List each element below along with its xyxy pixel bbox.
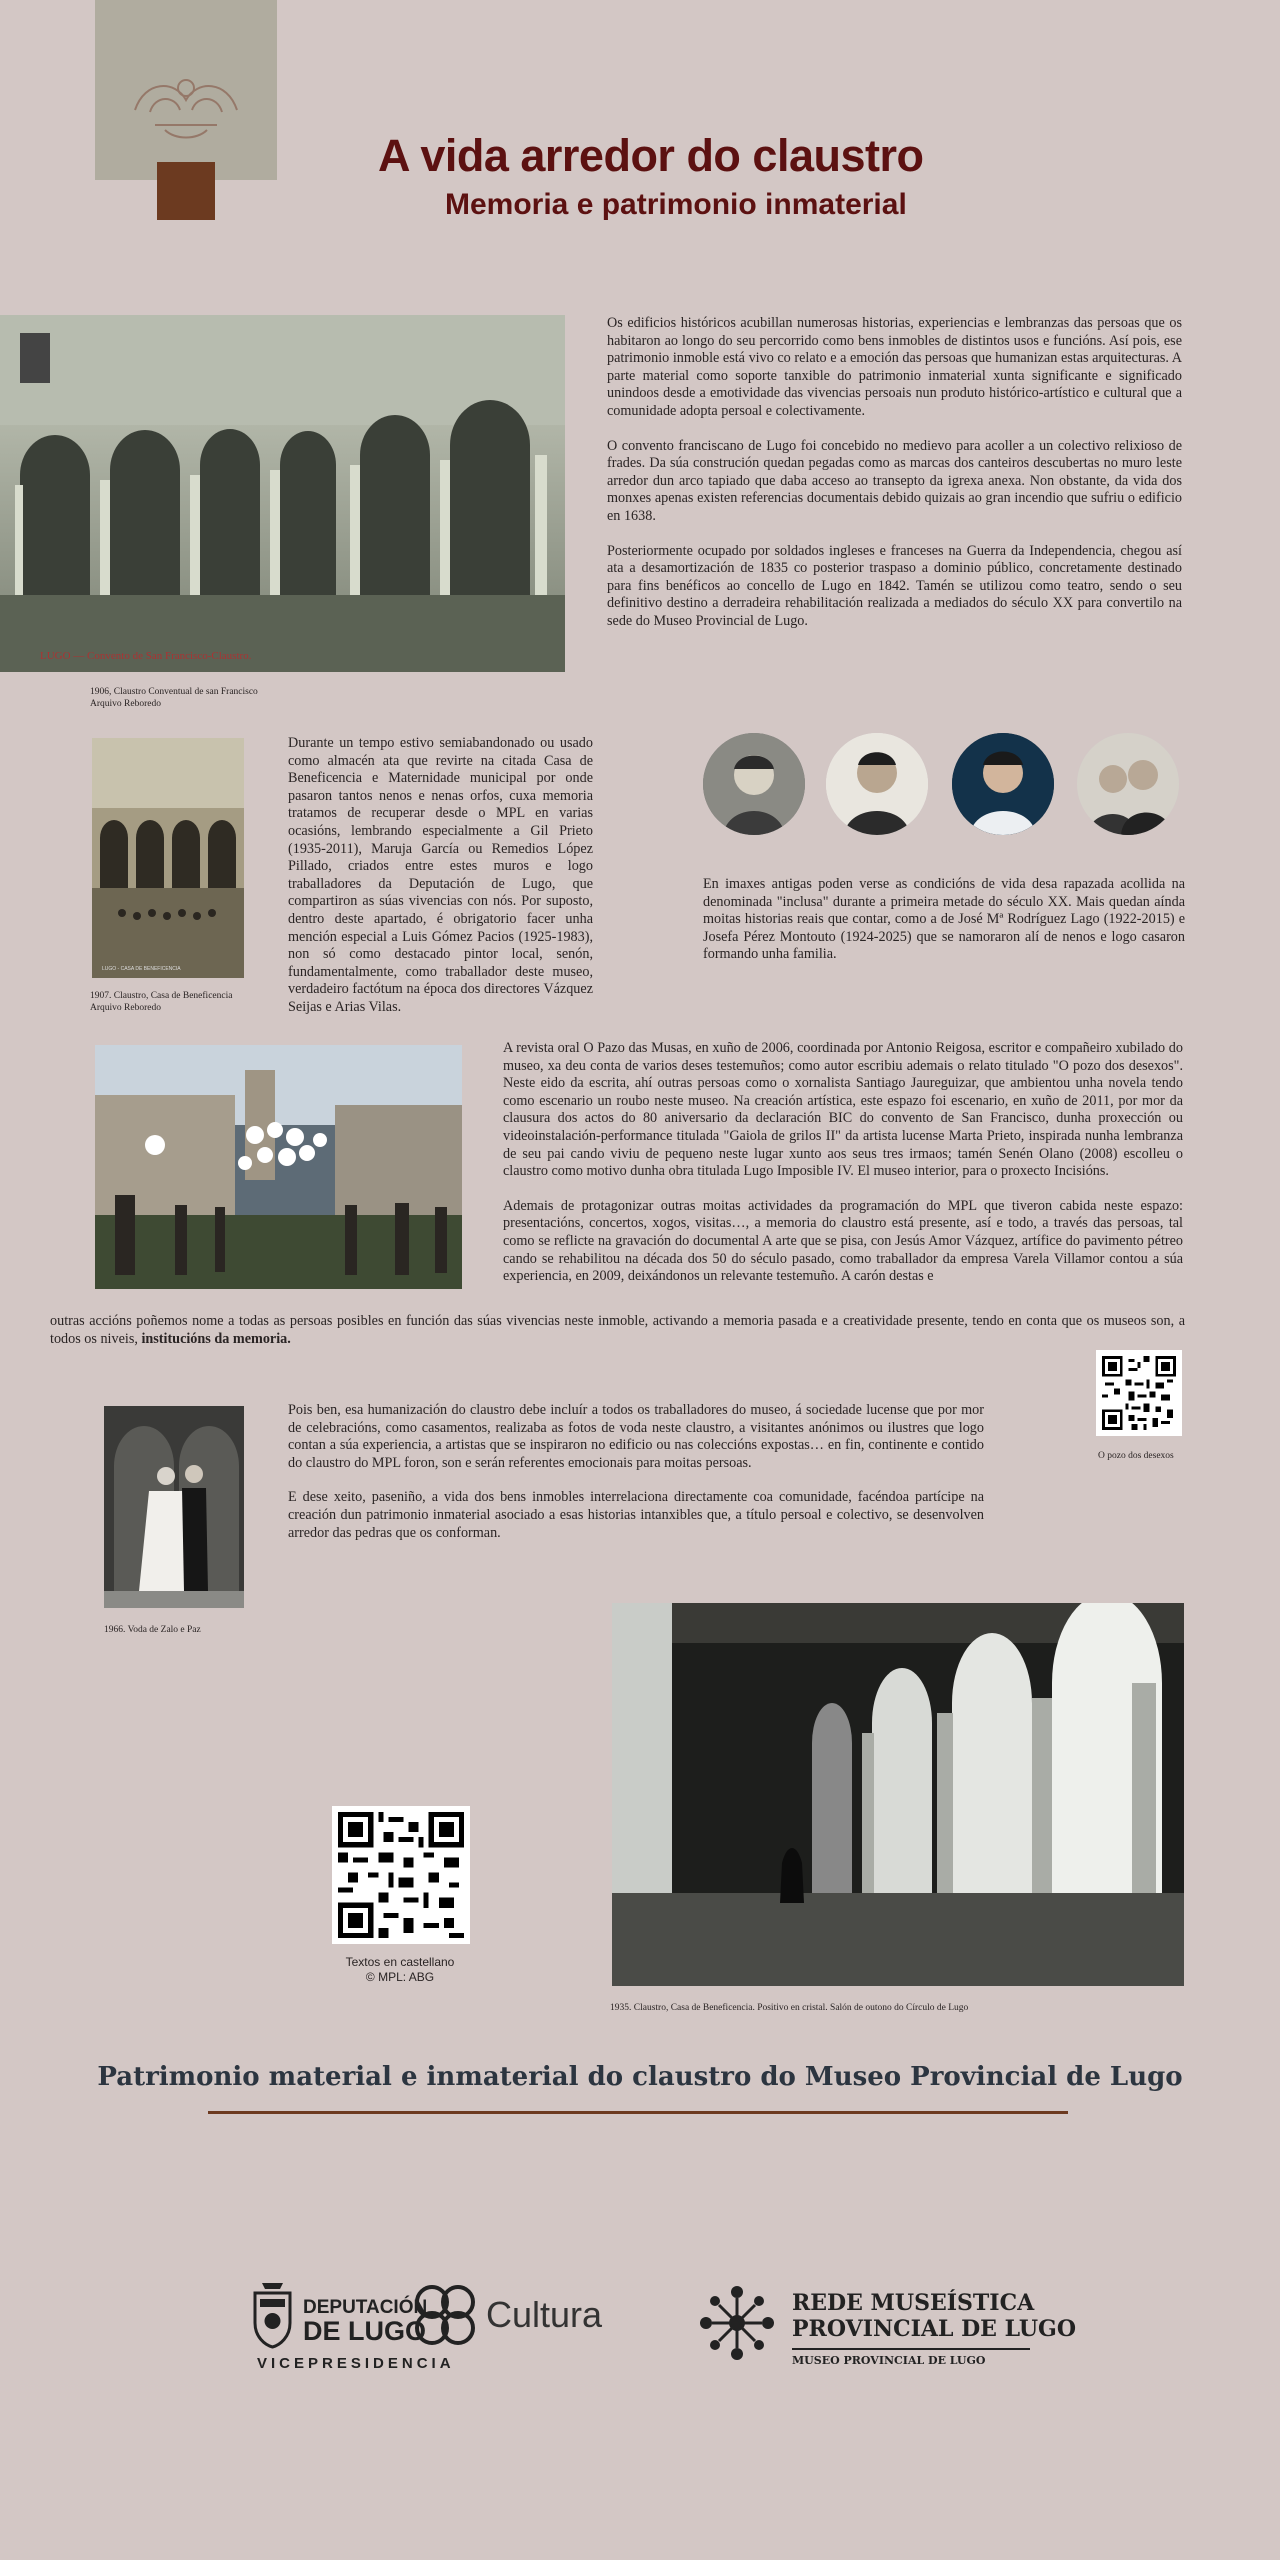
qr-label-pozo: O pozo dos desexos xyxy=(1098,1451,1174,1461)
section3-text xyxy=(503,1040,1183,1286)
ornament-icon xyxy=(95,0,277,180)
wedding-photo-illustration xyxy=(104,1406,244,1608)
caption-line: 1907. Claustro, Casa de Beneficencia xyxy=(90,991,233,1001)
qr-code-castellano[interactable] xyxy=(332,1806,470,1944)
rede-emblem-icon xyxy=(692,2278,782,2368)
section4-text xyxy=(288,1402,984,1542)
caption-line: Arquivo Reboredo xyxy=(90,699,161,709)
paragraph: Posteriormente ocupado por soldados ingleses e franceses na Guerra da Independencia, chegou así ata a desamortización de 1835 co posterior traspaso a dominio público, concretamente destinado para fins benéficos ao concello de Lugo en 1842. Tamén se utilizou como teatro, sendo o seu definitivo destino a derradeira rehabilitación realizada a mediados do século XX para convertilo na sede do Museo Provincial de Lugo. xyxy=(607,542,1182,629)
cultura-knot-icon xyxy=(410,2280,480,2350)
portrait-couple xyxy=(1077,733,1179,835)
paragraph: Ademais de protagonizar outras moitas actividades da programación do MPL que tiveron cabida neste espazo: presentacións, concertos, xogos, visitas…, a memoria do claustro está presente, así e todo, a través das persoas, tal como se reflicte na gravación do documental A arte que se pisa, con Jesús Amor Vázquez, artífice do pavimento pétreo cando se rehabilitou na década dos 50 do século pasado, como traballador da empresa Varela Villamor contou a súa experiencia, en 2009, deixándonos un relevante testemuño. A carón destas e xyxy=(503,1197,1183,1285)
qr-code-pozo[interactable] xyxy=(1096,1350,1182,1436)
caption-1966: 1966. Voda de Zalo e Paz xyxy=(104,1625,201,1635)
qr-label-castellano xyxy=(300,1955,500,1985)
coat-of-arms-icon xyxy=(250,2275,295,2350)
caption-1906 xyxy=(90,686,390,710)
deputacion-wordmark-line1: DEPUTACIÓN xyxy=(303,2297,428,2318)
rede-wordmark xyxy=(792,2290,1076,2342)
cloister-photo-illustration xyxy=(0,315,565,672)
paragraph: A revista oral O Pazo das Musas, en xuño de 2006, coordinada por Antonio Reigosa, escritor e compañeiro xubilado do museo, xa deu conta de varios deses testemuños; como autor escribiu ademais o relato titulado "O pozo dos desexos". Neste eido da escrita, ahí outras persoas como o xornalista Santiago Jaureguizar, que ambientou unha novela tendo como escenario un roubo neste museo. Na creación artística, este espazo foi escenario, en xuño de 2011, por mor da clausura dos actos do 80 aniversario da declaración BIC do convento de San Francisco, dunha proxección ou videoinstalación-performance titulada "Gaiola de grilos II" da artista lucense Marta Prieto, inspirada nunha lembranza de seu pai cando viviu de pequeno neste lugar xunto aos seus tres irmaos; tamén Senén Olano (2008) escolleu o claustro como motivo dunha obra titulada Lugo Imposible IV. El museo interior, para o proxecto Incisións. xyxy=(503,1040,1183,1180)
beneficencia-photo-illustration xyxy=(92,738,244,978)
caption-line: 1906, Claustro Conventual de san Francisco xyxy=(90,687,258,697)
paragraph: Pois ben, esa humanización do claustro debe incluír a todos os traballadores do museo, á sociedade lucense que por mor de celebracións, como casamentos, realizaba as fotos de voda neste claustro, a visitantes anónimos ou ilustres que logo contan a súa experiencia, a artistas que se inspiraron no edificio ou nas coleccións expostas… en fin, continente e contido do claustro do MPL foron, son e serán referentes emocionais para moitas persoas. xyxy=(288,1402,984,1471)
qr-code-icon xyxy=(1102,1356,1176,1430)
rede-wordmark-line: PROVINCIAL DE LUGO xyxy=(792,2316,1076,2342)
balloons-photo-illustration xyxy=(95,1045,462,1289)
photo-overlay-text: LUGO - CASA DE BENEFICENCIA xyxy=(102,966,181,972)
rede-subtitle: MUSEO PROVINCIAL DE LUGO xyxy=(792,2354,986,2367)
portrait-child xyxy=(703,733,805,835)
page-title: A vida arredor do claustro xyxy=(378,130,924,181)
rede-wordmark-line: REDE MUSEÍSTICA xyxy=(792,2290,1035,2316)
footer-title: Patrimonio material e inmaterial do claustro do Museo Provincial de Lugo xyxy=(97,2062,1183,2092)
caption-1935: 1935. Claustro, Casa de Beneficencia. Positivo en cristal. Salón de outono do Círculo de Lugo xyxy=(610,2003,969,2013)
section1-text xyxy=(607,315,1182,631)
section3-wide-text xyxy=(50,1313,1185,1348)
highlight-phrase: institucións da memoria. xyxy=(141,1330,291,1347)
vicepresidencia-label: VICEPRESIDENCIA xyxy=(257,2355,455,2372)
photo-cloister-1906 xyxy=(0,315,565,672)
header-accent-square xyxy=(157,162,215,220)
qr-label-line: © MPL: ABG xyxy=(365,1970,435,1984)
photo-overlay-text: LUGO — Convento de San Francisco-Claustro. xyxy=(40,650,252,662)
deputacion-wordmark-line2: DE LUGO xyxy=(303,2316,427,2346)
paragraph-continuation: outras accións poñemos nome a todas as persoas posibles en función das súas vivencias neste inmoble, activando a memoria pasada e a creatividade presente, tendo en conta que os museos son, a todos os niveis, xyxy=(50,1313,1185,1347)
caption-line: Arquivo Reboredo xyxy=(90,1003,161,1013)
portrait-man-2 xyxy=(952,733,1054,835)
cloister-1935-illustration xyxy=(612,1603,1184,1986)
page-subtitle: Memoria e patrimonio inmaterial xyxy=(445,188,907,221)
paragraph: O convento franciscano de Lugo foi concebido no medievo para acoller a un colectivo relixioso de frades. Da súa construción quedan pegadas como as marcas dos canteiros descubertas no muro leste arredor dun arco tapiado que daba acceso ao transepto da igrexa anexa. Non obstante, da vida dos monxes apenas existen referencias documentais debido quizais ao gran incendio que sufriu o edificio en 1638. xyxy=(607,437,1182,524)
paragraph: Os edificios históricos acubillan numerosas historias, experiencias e lembranzas das persoas que os habitaron ao longo do seu percorrido como bens inmobles de distintos usos e funcións. Así pois, ese patrimonio inmoble está vivo co relato e a emoción das persoas que humanizan estas arquitecturas. A parte material como soporte tanxible do patrimonio inmaterial xunta significante e significado unindoos desde a emotividade das vivencias persoais nun produto histórico-artístico e cultural que a comunidade adopta persoal e colectivamente. xyxy=(607,315,1182,419)
qr-label-line: Textos en castellano xyxy=(345,1955,455,1969)
photo-cloister-1935 xyxy=(612,1603,1184,1986)
photo-cloister-1907 xyxy=(92,738,244,978)
rede-divider xyxy=(792,2348,1030,2350)
photo-balloons-event xyxy=(95,1045,462,1289)
paragraph: E dese xeito, paseniño, a vida dos bens inmobles interrelaciona directamente coa comunidade, facéndoa partícipe na creación dun patrimonio inmaterial asociado a esas historias intanxibles que, a título persoal e colectivo, se desenvolven arredor das pedras que os conforman. xyxy=(288,1489,984,1541)
cultura-wordmark: Cultura xyxy=(486,2294,603,2335)
footer-divider xyxy=(208,2111,1068,2114)
header-ornament-panel xyxy=(95,0,277,180)
portrait-man-1 xyxy=(826,733,928,835)
section2-text: Durante un tempo estivo semiabandonado ou usado como almacén ata que revirte na citada Casa de Beneficencia e Maternidade municipal por onde pasaron tantos nenos e nenas orfos, cuxa memoria tratamos de recuperar desde o MPL en varias ocasións, lembrando especialmente a Gil Prieto (1935-2011), Maruja García ou Remedios López Pillado, criados entre estes muros e logo traballadores da Deputación de Lugo, que compartiron as súas vivencias con nós. Por suposto, dentro deste apartado, é obrigatorio facer unha mención especial a Luis Gómez Pacios (1925-1983), non só como destacado pintor local, senón, fundamentalmente, como traballador deste museo, verdadeiro factótum na época dos directores Vázquez Seijas e Arias Vilas. xyxy=(288,735,593,1015)
photo-wedding-1966 xyxy=(104,1406,244,1608)
caption-1907 xyxy=(90,990,310,1014)
qr-code-icon xyxy=(338,1812,464,1938)
section2-right-text: En imaxes antigas poden verse as condicións de vida desa rapazada acollida na denominada "inclusa" durante a primeira metade do século XX. Mais quedan aínda moitas historias reais que contar, como a de José Mª Rodríguez Lago (1922-2015) e Josefa Pérez Montouto (1924-2025) que se namoraron alí de nenos e logo casaron formando unha familia. xyxy=(703,876,1185,963)
